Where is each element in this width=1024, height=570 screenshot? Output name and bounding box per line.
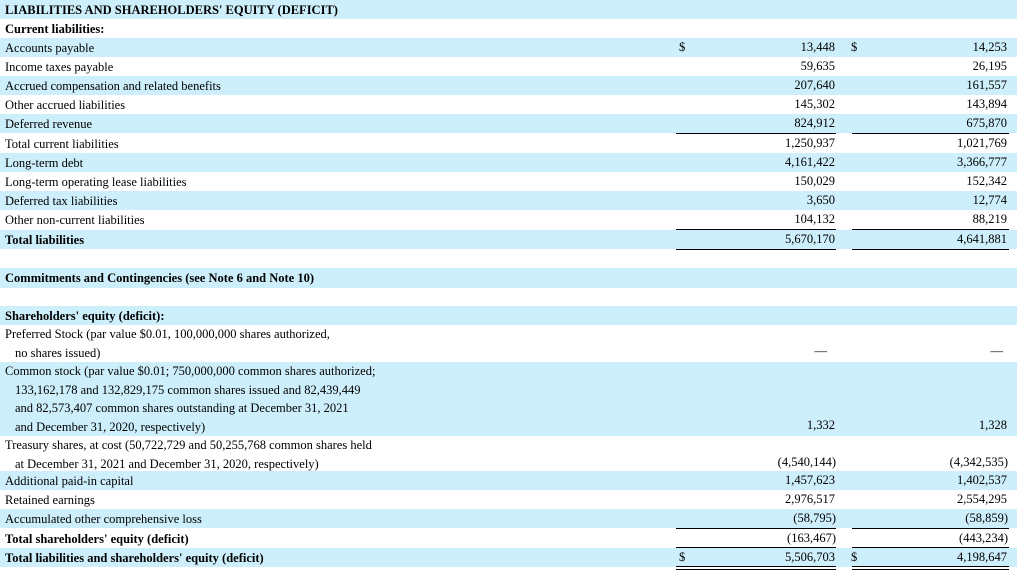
value-2021: 5,506,703 [785,550,835,564]
value-2021: 5,670,170 [785,232,835,246]
value-2021: 1,332 [806,418,835,432]
row-label: Other accrued liabilities [5,97,126,112]
table-row-retained-earnings [0,490,1017,509]
value-2020: 26,195 [972,59,1007,73]
value-2021: 824,912 [794,116,835,130]
table-row-apic [0,471,1017,490]
commitments-label: Commitments and Contingencies (see Note 6 and Note 10) [5,271,314,285]
value-2020: 1,328 [978,418,1007,432]
row-label: Long-term debt [5,155,84,170]
value-2020: 1,021,769 [957,136,1007,150]
value-2020: 4,641,881 [957,232,1007,246]
value-2021: — [814,344,827,358]
table-row-long-term-debt [0,153,1017,172]
value-2021: 13,448 [800,40,835,54]
value-2021: 3,650 [806,193,835,207]
table-row-other-accrued [0,95,1017,114]
row-label: Total liabilities and shareholders' equity (deficit) [5,550,264,565]
currency-symbol: $ [851,550,858,564]
currency-symbol: $ [851,40,858,54]
row-label [5,362,375,436]
row-label-line: Treasury shares, at cost (50,722,729 and 50,255,768 common shares held [5,438,372,452]
value-2021: (58,795) [793,511,836,525]
row-label: Deferred tax liabilities [5,193,118,208]
row-label: Long-term operating lease liabilities [5,174,187,189]
row-label-line: 133,162,178 and 132,829,175 common shares issued and 82,439,449 [15,382,361,397]
value-2020: 2,554,295 [957,492,1007,506]
value-2021: 207,640 [794,78,835,92]
value-2020: 4,198,647 [957,550,1007,564]
table-row-total-liabilities [0,230,1017,249]
value-2020: 152,342 [966,174,1007,188]
row-label: Accounts payable [5,40,95,55]
table-row-accrued-compensation [0,76,1017,95]
value-2021: 1,250,937 [785,136,835,150]
current-liabilities-header: Current liabilities: [5,21,105,36]
table-row-total-equity [0,529,1017,548]
row-label [5,325,330,362]
section-heading: LIABILITIES AND SHAREHOLDERS' EQUITY (DEFICIT) [5,2,338,17]
row-label-line: at December 31, 2021 and December 31, 2020, respectively) [15,456,319,471]
table-row-income-taxes-payable [0,57,1017,76]
row-label: Additional paid-in capital [5,473,134,488]
table-row-treasury-shares [0,436,1017,473]
row-label: Retained earnings [5,492,95,507]
row-label: Total current liabilities [5,136,119,151]
value-2020: 143,894 [966,97,1007,111]
value-2021: 104,132 [794,212,835,226]
row-label-line: no shares issued) [15,345,101,360]
row-label: Accumulated other comprehensive loss [5,511,202,526]
value-2021: 150,029 [794,174,835,188]
table-row-other-noncurrent [0,210,1017,229]
value-2020: 675,870 [966,116,1007,130]
row-label: Accrued compensation and related benefits [5,78,221,93]
table-row-total-current-liabilities [0,134,1017,153]
commitments-row [0,268,1017,288]
value-2020: (4,342,535) [949,455,1008,469]
table-row-total-liabilities-equity [0,548,1017,567]
section-heading-row [0,0,1017,19]
value-2020: 1,402,537 [957,473,1007,487]
row-label-line: and December 31, 2020, respectively) [15,419,206,434]
value-2020: 88,219 [972,212,1007,226]
row-label [5,436,372,473]
row-label-line: Preferred Stock (par value $0.01, 100,000,000 shares authorized, [5,327,330,341]
value-2020: — [990,344,1003,358]
value-2020: 161,557 [966,78,1007,92]
currency-symbol: $ [679,550,686,564]
table-row-common-stock [0,362,1017,436]
value-2020: (58,859) [965,511,1008,525]
total-rule [676,249,836,250]
row-label: Total shareholders' equity (deficit) [5,531,189,546]
row-label: Deferred revenue [5,116,93,131]
row-label: Total liabilities [5,232,85,247]
equity-header-row [0,306,1017,325]
value-2021: 145,302 [794,97,835,111]
total-rule [852,249,1009,250]
table-row-accounts-payable [0,38,1017,57]
value-2021: (4,540,144) [777,455,836,469]
table-row-preferred-stock [0,325,1017,362]
current-liabilities-header-row [0,19,1017,38]
table-row-lease-liabilities [0,172,1017,191]
value-2020: (443,234) [959,531,1008,545]
value-2021: 59,635 [800,59,835,73]
row-label: Income taxes payable [5,59,114,74]
table-row-deferred-revenue [0,114,1017,133]
equity-header: Shareholders' equity (deficit): [5,308,165,323]
row-label-line: Common stock (par value $0.01; 750,000,000 common shares authorized; [5,364,376,378]
row-label-line: and 82,573,407 common shares outstanding at December 31, 2021 [15,401,349,415]
value-2021: 4,161,422 [785,155,835,169]
table-row-aoci [0,509,1017,528]
grand-total-double-rule [676,566,836,570]
grand-total-double-rule [852,566,1009,570]
value-2020: 3,366,777 [957,155,1007,169]
currency-symbol: $ [679,40,686,54]
value-2021: 1,457,623 [785,473,835,487]
value-2020: 14,253 [972,40,1007,54]
value-2020: 12,774 [972,193,1007,207]
row-label: Other non-current liabilities [5,212,145,227]
value-2021: (163,467) [787,531,836,545]
table-row-deferred-tax [0,191,1017,210]
value-2021: 2,976,517 [785,492,835,506]
